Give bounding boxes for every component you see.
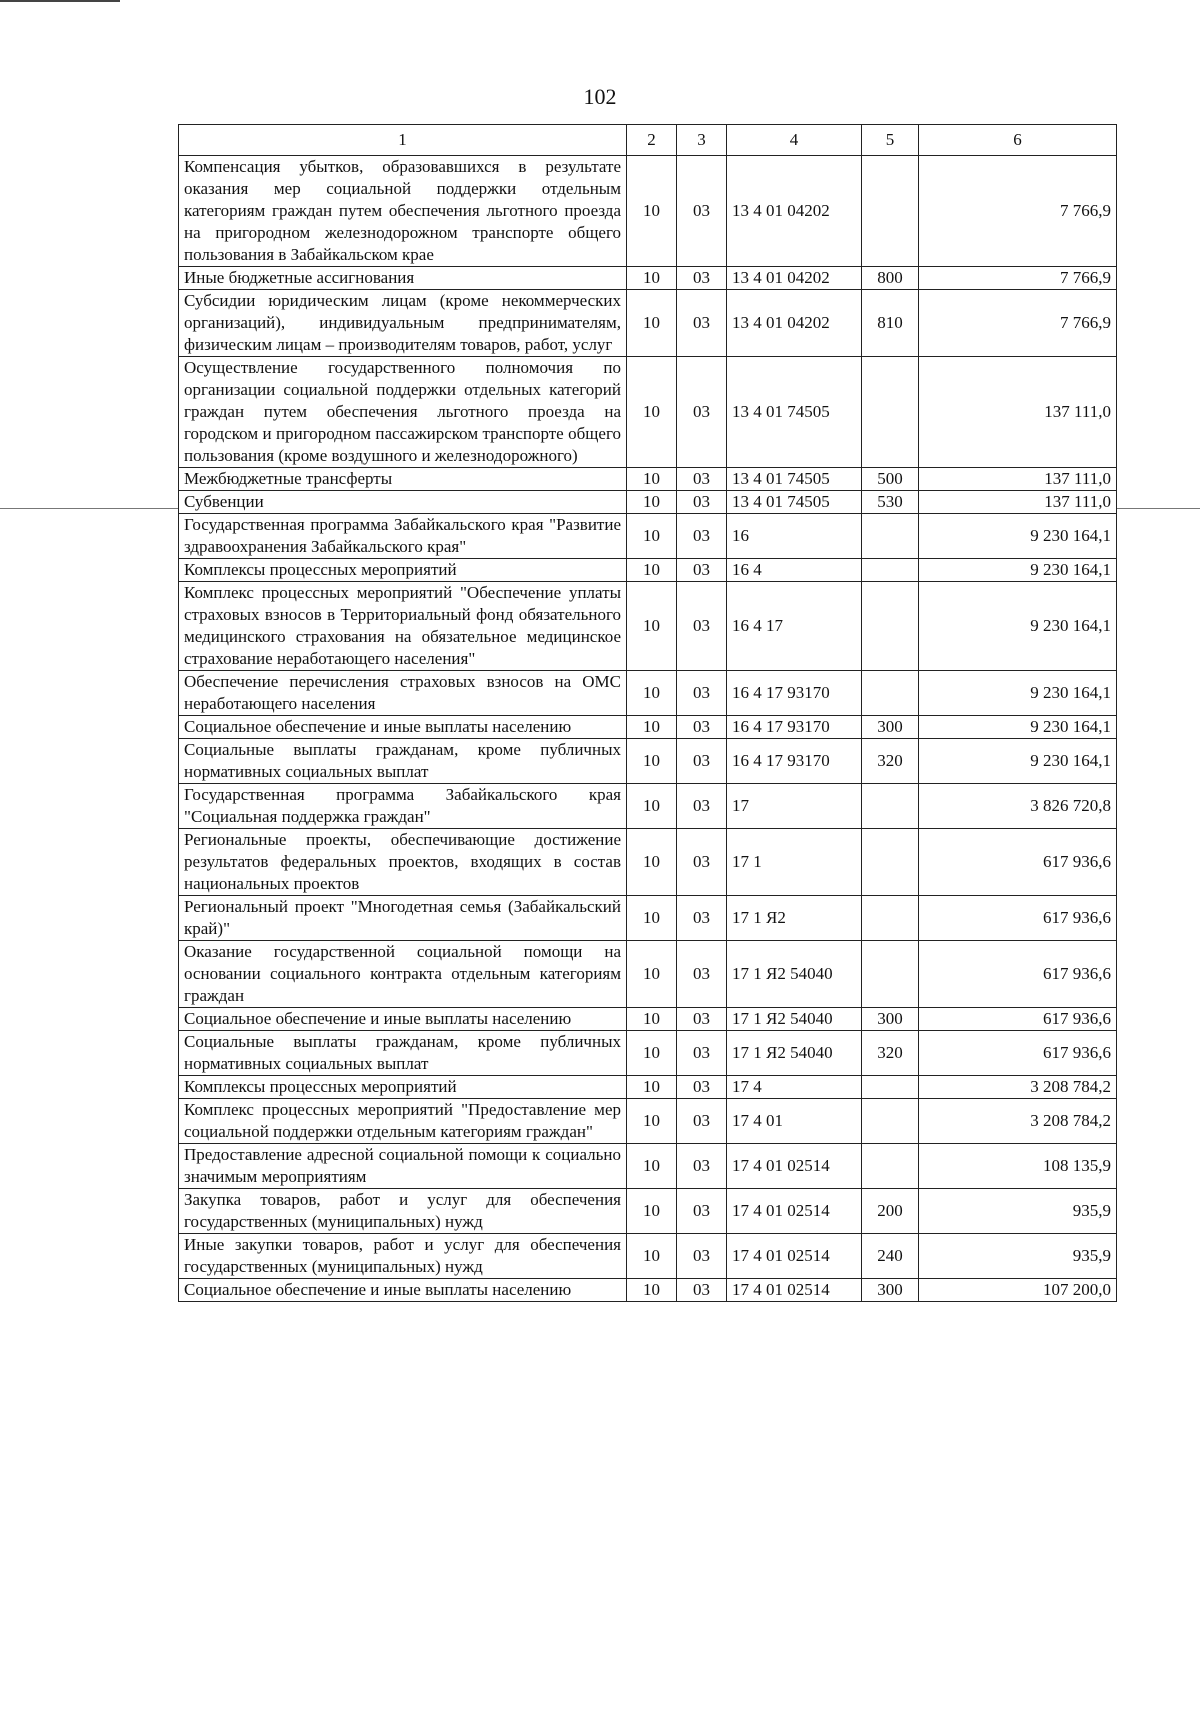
cell-section: 10	[627, 514, 677, 559]
cell-subsection: 03	[677, 1099, 727, 1144]
cell-target-article: 13 4 01 74505	[727, 357, 862, 468]
cell-name: Субвенции	[179, 491, 627, 514]
top-left-edge-line	[0, 0, 120, 2]
cell-name: Социальное обеспечение и иные выплаты населению	[179, 1279, 627, 1302]
cell-amount: 9 230 164,1	[919, 582, 1117, 671]
cell-target-article: 16 4	[727, 559, 862, 582]
cell-section: 10	[627, 716, 677, 739]
cell-name: Социальное обеспечение и иные выплаты населению	[179, 716, 627, 739]
cell-expense-type	[862, 941, 919, 1008]
cell-name: Осуществление государственного полномочия по организации социальной поддержки отдельных категорий граждан путем обеспечения льготного проезда на городском и пригородном пассажирском транспорте общего пользования (кроме воздушного и железнодорожного)	[179, 357, 627, 468]
table-row	[179, 514, 1117, 559]
table-row	[179, 357, 1117, 468]
cell-target-article: 13 4 01 04202	[727, 290, 862, 357]
table-row	[179, 1031, 1117, 1076]
col-header-2: 2	[627, 125, 677, 156]
cell-subsection: 03	[677, 357, 727, 468]
table-row	[179, 491, 1117, 514]
cell-subsection: 03	[677, 582, 727, 671]
cell-amount: 9 230 164,1	[919, 671, 1117, 716]
col-header-6: 6	[919, 125, 1117, 156]
cell-amount: 7 766,9	[919, 267, 1117, 290]
cell-subsection: 03	[677, 784, 727, 829]
cell-section: 10	[627, 941, 677, 1008]
cell-amount: 3 208 784,2	[919, 1099, 1117, 1144]
cell-subsection: 03	[677, 671, 727, 716]
cell-target-article: 17 4	[727, 1076, 862, 1099]
cell-expense-type: 240	[862, 1234, 919, 1279]
cell-target-article: 17 1	[727, 829, 862, 896]
cell-expense-type	[862, 896, 919, 941]
cell-target-article: 17 1 Я2 54040	[727, 1008, 862, 1031]
table-row	[179, 1234, 1117, 1279]
table-row	[179, 156, 1117, 267]
cell-name: Комплексы процессных мероприятий	[179, 1076, 627, 1099]
cell-amount: 935,9	[919, 1234, 1117, 1279]
cell-amount: 9 230 164,1	[919, 739, 1117, 784]
table-row	[179, 290, 1117, 357]
cell-expense-type	[862, 582, 919, 671]
cell-amount: 935,9	[919, 1189, 1117, 1234]
cell-name: Государственная программа Забайкальского края "Социальная поддержка граждан"	[179, 784, 627, 829]
table-row	[179, 671, 1117, 716]
cell-expense-type: 530	[862, 491, 919, 514]
left-scan-line	[0, 508, 178, 509]
cell-subsection: 03	[677, 514, 727, 559]
cell-target-article: 17 4 01 02514	[727, 1144, 862, 1189]
cell-subsection: 03	[677, 1008, 727, 1031]
cell-amount: 108 135,9	[919, 1144, 1117, 1189]
cell-expense-type: 800	[862, 267, 919, 290]
cell-subsection: 03	[677, 559, 727, 582]
cell-amount: 9 230 164,1	[919, 514, 1117, 559]
cell-name: Социальное обеспечение и иные выплаты населению	[179, 1008, 627, 1031]
cell-name: Комплекс процессных мероприятий "Предоставление мер социальной поддержки отдельным категориям граждан"	[179, 1099, 627, 1144]
cell-target-article: 16 4 17 93170	[727, 716, 862, 739]
cell-name: Оказание государственной социальной помощи на основании социального контракта отдельным категориям граждан	[179, 941, 627, 1008]
cell-subsection: 03	[677, 491, 727, 514]
cell-section: 10	[627, 491, 677, 514]
cell-subsection: 03	[677, 1189, 727, 1234]
cell-target-article: 13 4 01 74505	[727, 468, 862, 491]
cell-expense-type	[862, 671, 919, 716]
cell-target-article: 17 4 01	[727, 1099, 862, 1144]
cell-amount: 617 936,6	[919, 829, 1117, 896]
cell-expense-type	[862, 514, 919, 559]
cell-subsection: 03	[677, 1031, 727, 1076]
cell-subsection: 03	[677, 829, 727, 896]
table-row	[179, 716, 1117, 739]
cell-subsection: 03	[677, 1144, 727, 1189]
cell-amount: 9 230 164,1	[919, 559, 1117, 582]
cell-section: 10	[627, 559, 677, 582]
cell-expense-type	[862, 829, 919, 896]
table-row	[179, 582, 1117, 671]
cell-amount: 137 111,0	[919, 468, 1117, 491]
cell-subsection: 03	[677, 1076, 727, 1099]
cell-subsection: 03	[677, 896, 727, 941]
cell-section: 10	[627, 1279, 677, 1302]
cell-subsection: 03	[677, 1234, 727, 1279]
cell-amount: 7 766,9	[919, 156, 1117, 267]
cell-section: 10	[627, 1099, 677, 1144]
cell-subsection: 03	[677, 468, 727, 491]
cell-target-article: 17 1 Я2	[727, 896, 862, 941]
cell-expense-type: 300	[862, 1279, 919, 1302]
cell-name: Иные бюджетные ассигнования	[179, 267, 627, 290]
cell-section: 10	[627, 1031, 677, 1076]
cell-expense-type	[862, 1144, 919, 1189]
cell-target-article: 13 4 01 74505	[727, 491, 862, 514]
cell-subsection: 03	[677, 739, 727, 784]
cell-section: 10	[627, 784, 677, 829]
right-scan-line	[1116, 508, 1200, 509]
cell-target-article: 16 4 17	[727, 582, 862, 671]
cell-amount: 617 936,6	[919, 1008, 1117, 1031]
cell-amount: 137 111,0	[919, 357, 1117, 468]
cell-section: 10	[627, 671, 677, 716]
table-row	[179, 1144, 1117, 1189]
cell-section: 10	[627, 1234, 677, 1279]
cell-section: 10	[627, 267, 677, 290]
cell-target-article: 17 4 01 02514	[727, 1189, 862, 1234]
col-header-5: 5	[862, 125, 919, 156]
cell-amount: 3 826 720,8	[919, 784, 1117, 829]
cell-target-article: 17 1 Я2 54040	[727, 1031, 862, 1076]
table-row	[179, 784, 1117, 829]
cell-name: Межбюджетные трансферты	[179, 468, 627, 491]
cell-section: 10	[627, 1008, 677, 1031]
cell-section: 10	[627, 1144, 677, 1189]
cell-name: Иные закупки товаров, работ и услуг для обеспечения государственных (муниципальных) нужд	[179, 1234, 627, 1279]
cell-subsection: 03	[677, 290, 727, 357]
cell-amount: 9 230 164,1	[919, 716, 1117, 739]
table-row	[179, 267, 1117, 290]
cell-amount: 617 936,6	[919, 941, 1117, 1008]
cell-expense-type: 500	[862, 468, 919, 491]
cell-subsection: 03	[677, 716, 727, 739]
col-header-1: 1	[179, 125, 627, 156]
cell-section: 10	[627, 1076, 677, 1099]
cell-name: Государственная программа Забайкальского края "Развитие здравоохранения Забайкальского края"	[179, 514, 627, 559]
cell-section: 10	[627, 582, 677, 671]
cell-expense-type: 810	[862, 290, 919, 357]
page-number: 102	[583, 84, 617, 109]
cell-amount: 3 208 784,2	[919, 1076, 1117, 1099]
cell-expense-type	[862, 156, 919, 267]
cell-section: 10	[627, 156, 677, 267]
cell-target-article: 16 4 17 93170	[727, 739, 862, 784]
cell-section: 10	[627, 357, 677, 468]
cell-name: Закупка товаров, работ и услуг для обеспечения государственных (муниципальных) нужд	[179, 1189, 627, 1234]
cell-target-article: 17 4 01 02514	[727, 1279, 862, 1302]
cell-amount: 137 111,0	[919, 491, 1117, 514]
table-row	[179, 739, 1117, 784]
cell-name: Обеспечение перечисления страховых взносов на ОМС неработающего населения	[179, 671, 627, 716]
cell-amount: 107 200,0	[919, 1279, 1117, 1302]
cell-name: Компенсация убытков, образовавшихся в результате оказания мер социальной поддержки отдельным категориям граждан путем обеспечения льготного проезда на пригородном железнодорожном транспорте общего пользования в Забайкальском крае	[179, 156, 627, 267]
table-row	[179, 559, 1117, 582]
cell-expense-type	[862, 784, 919, 829]
cell-expense-type	[862, 1099, 919, 1144]
cell-subsection: 03	[677, 156, 727, 267]
cell-section: 10	[627, 1189, 677, 1234]
cell-name: Предоставление адресной социальной помощи к социально значимым мероприятиям	[179, 1144, 627, 1189]
table-row	[179, 896, 1117, 941]
cell-name: Социальные выплаты гражданам, кроме публичных нормативных социальных выплат	[179, 739, 627, 784]
cell-section: 10	[627, 896, 677, 941]
cell-name: Субсидии юридическим лицам (кроме некоммерческих организаций), индивидуальным предпринимателям, физическим лицам – производителям товаров, работ, услуг	[179, 290, 627, 357]
col-header-3: 3	[677, 125, 727, 156]
cell-section: 10	[627, 739, 677, 784]
cell-subsection: 03	[677, 267, 727, 290]
cell-subsection: 03	[677, 1279, 727, 1302]
table-row	[179, 941, 1117, 1008]
cell-expense-type: 320	[862, 1031, 919, 1076]
cell-name: Региональные проекты, обеспечивающие достижение результатов федеральных проектов, входящих в состав национальных проектов	[179, 829, 627, 896]
table-row	[179, 1008, 1117, 1031]
cell-name: Комплекс процессных мероприятий "Обеспечение уплаты страховых взносов в Территориальный фонд обязательного медицинского страхования на обязательное медицинское страхование неработающего населения"	[179, 582, 627, 671]
table-row	[179, 1189, 1117, 1234]
table-row	[179, 829, 1117, 896]
table-row	[179, 468, 1117, 491]
budget-table	[178, 124, 1117, 1302]
cell-target-article: 17	[727, 784, 862, 829]
header-row	[179, 125, 1117, 156]
cell-amount: 617 936,6	[919, 896, 1117, 941]
cell-target-article: 17 1 Я2 54040	[727, 941, 862, 1008]
table-body	[179, 156, 1117, 1302]
cell-name: Социальные выплаты гражданам, кроме публичных нормативных социальных выплат	[179, 1031, 627, 1076]
cell-amount: 7 766,9	[919, 290, 1117, 357]
cell-name: Комплексы процессных мероприятий	[179, 559, 627, 582]
cell-expense-type: 300	[862, 716, 919, 739]
cell-target-article: 13 4 01 04202	[727, 267, 862, 290]
cell-section: 10	[627, 468, 677, 491]
col-header-4: 4	[727, 125, 862, 156]
cell-name: Региональный проект "Многодетная семья (Забайкальский край)"	[179, 896, 627, 941]
table-row	[179, 1099, 1117, 1144]
table-row	[179, 1076, 1117, 1099]
cell-section: 10	[627, 290, 677, 357]
cell-target-article: 16	[727, 514, 862, 559]
cell-section: 10	[627, 829, 677, 896]
cell-expense-type	[862, 1076, 919, 1099]
cell-target-article: 13 4 01 04202	[727, 156, 862, 267]
table-row	[179, 1279, 1117, 1302]
cell-expense-type	[862, 357, 919, 468]
cell-expense-type: 320	[862, 739, 919, 784]
cell-expense-type: 200	[862, 1189, 919, 1234]
cell-subsection: 03	[677, 941, 727, 1008]
cell-target-article: 16 4 17 93170	[727, 671, 862, 716]
cell-expense-type	[862, 559, 919, 582]
cell-expense-type: 300	[862, 1008, 919, 1031]
cell-amount: 617 936,6	[919, 1031, 1117, 1076]
cell-target-article: 17 4 01 02514	[727, 1234, 862, 1279]
